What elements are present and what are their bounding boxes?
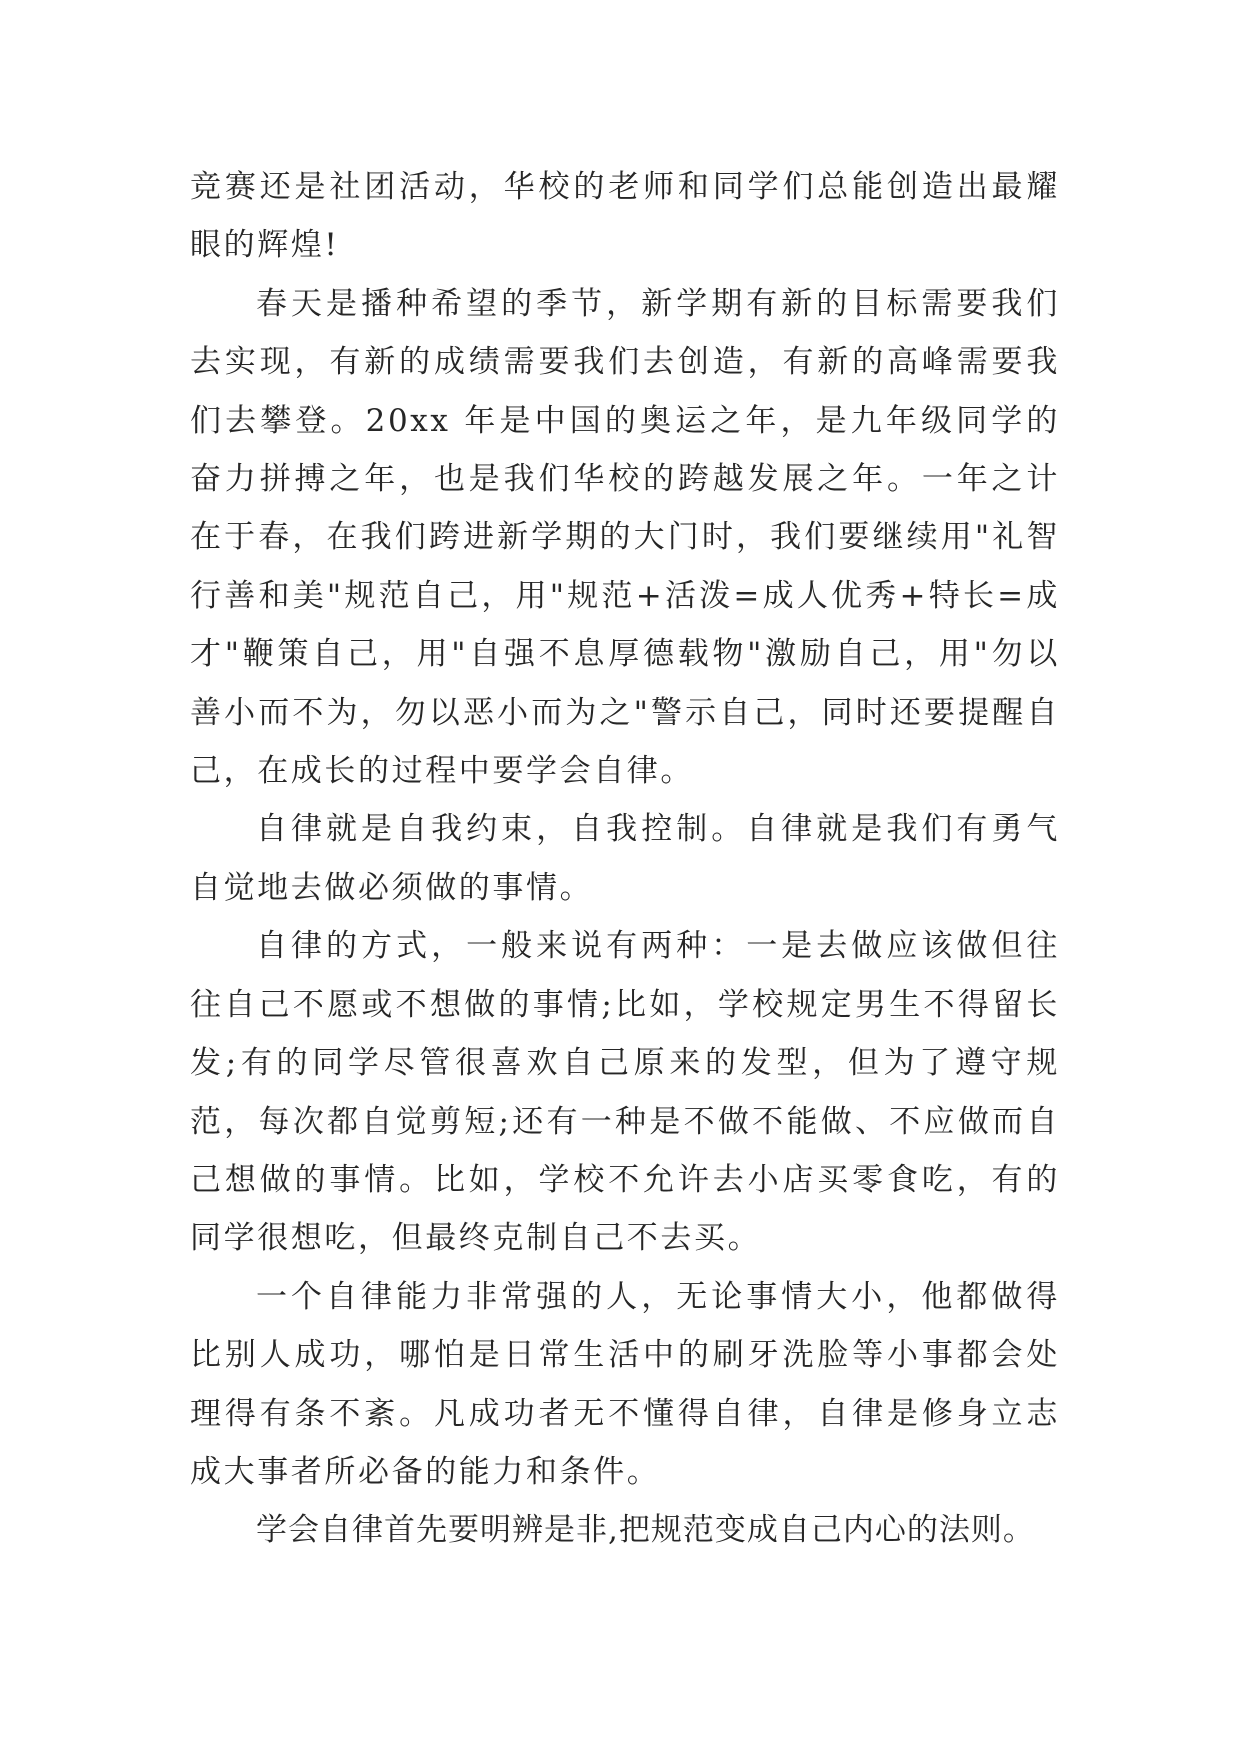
paragraph-distinguish-right-wrong: 学会自律首先要明辨是非,把规范变成自己内心的法则。 bbox=[256, 1512, 1035, 1549]
paragraph-self-discipline-definition: 自律就是自我约束，自我控制。自律就是我们有勇气自觉地去做必须做的事情。 bbox=[190, 811, 1060, 906]
paragraph-continuation: 竞赛还是社团活动，华校的老师和同学们总能创造出最耀眼的辉煌! bbox=[190, 169, 1060, 264]
paragraph-self-discipline-success: 一个自律能力非常强的人，无论事情大小，他都做得比别人成功，哪怕是日常生活中的刷牙洗脸等小事都会处理得有条不紊。凡成功者无不懂得自律，自律是修身立志成大事者所必备的能力和条件。 bbox=[190, 1278, 1060, 1490]
document-body bbox=[190, 158, 1060, 1560]
paragraph-spring-semester: 春天是播种希望的季节，新学期有新的目标需要我们去实现，有新的成绩需要我们去创造，有新的高峰需要我们去攀登。20xx 年是中国的奥运之年，是九年级同学的奋力拼搏之年，也是我们华校的跨越发展之年。一年之计在于春，在我们跨进新学期的大门时，我们要继续用"礼智行善和美"规范自己，用"规范+活泼=成人优秀+特长=成才"鞭策自己，用"自强不息厚德载物"激励自己，用"勿以善小而不为，勿以恶小而为之"警示自己，同时还要提醒自己，在成长的过程中要学会自律。 bbox=[190, 285, 1060, 790]
paragraph-self-discipline-methods: 自律的方式，一般来说有两种：一是去做应该做但往往自己不愿或不想做的事情;比如，学校规定男生不得留长发;有的同学尽管很喜欢自己原来的发型，但为了遵守规范，每次都自觉剪短;还有一种是不做不能做、不应做而自己想做的事情。比如，学校不允许去小店买零食吃，有的同学很想吃，但最终克制自己不去买。 bbox=[190, 928, 1060, 1257]
